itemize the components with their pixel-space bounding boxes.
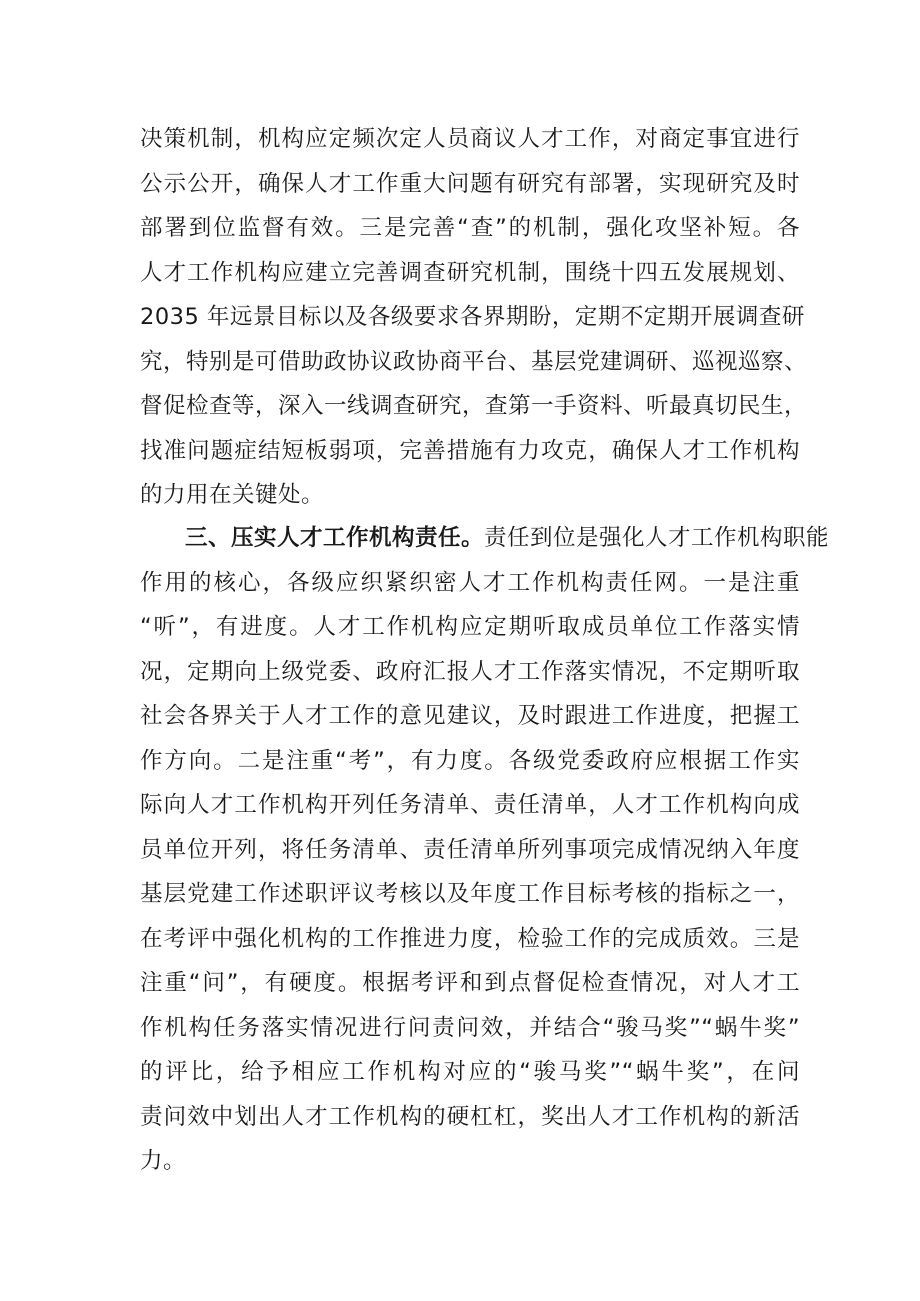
paragraph-2-line: 基层党建工作述职评议考核以及年度工作目标考核的指标之一， [140,881,800,907]
paragraph-2-line: 在考评中强化机构的工作推进力度，检验工作的完成质效。三是 [140,925,800,952]
paragraph-2-line: 作方向。二是注重“考”，有力度。各级党委政府应根据工作实 [140,747,800,774]
paragraph-2-line: 力。 [140,1148,187,1174]
paragraph-1-line: 人才工作机构应建立完善调查研究机制，围绕十四五发展规划、 [140,259,800,286]
paragraph-1-line: 的力用在关键处。 [140,482,325,508]
paragraph-2-line: 注重“问”，有硬度。根据考评和到点督促检查情况，对人才工 [140,970,800,996]
paragraph-2-line: 的评比，给予相应工作机构对应的“骏马奖”“蜗牛奖”，在问 [140,1059,800,1085]
paragraph-1 [140,117,808,518]
paragraph-2-line: 作用的核心，各级应织紧织密人才工作机构责任网。一是注重 [140,569,800,596]
paragraph-2-line: 责问效中划出人才工作机构的硬杠杠，奖出人才工作机构的新活 [140,1103,800,1130]
paragraph-1-line: 究，特别是可借助政协议政协商平台、基层党建调研、巡视巡察、 [140,348,808,375]
section-heading: 三、压实人才工作机构责任。 [185,525,485,551]
paragraph-2-line: 员单位开列，将任务清单、责任清单所列事项完成情况纳入年度 [140,836,800,863]
paragraph-1-line: 2035 年远景目标以及各级要求各界期盼，定期不定期开展调查研 [140,304,805,330]
paragraph-2-line: 况，定期向上级党委、政府汇报人才工作落实情况，不定期听取 [140,658,800,685]
paragraph-2-line: 社会各界关于人才工作的意见建议，及时跟进工作进度，把握工 [140,703,800,729]
paragraph-2-first-line-text: 责任到位是强化人才工作机构职能 [484,525,830,551]
paragraph-2-line: 际向人才工作机构开列任务清单、责任清单，人才工作机构向成 [140,792,800,818]
paragraph-1-line: 督促检查等，深入一线调查研究，查第一手资料、听最真切民生， [140,393,808,419]
paragraph-2-line: “听”，有进度。人才工作机构应定期听取成员单位工作落实情 [140,614,800,640]
paragraph-1-line: 部署到位监督有效。三是完善“查”的机制，强化攻坚补短。各 [140,215,800,241]
paragraph-2-line: 作机构任务落实情况进行问责问效，并结合“骏马奖”“蜗牛奖” [140,1014,800,1041]
paragraph-2-first-line [140,516,830,561]
paragraph-1-line: 公示公开，确保人才工作重大问题有研究有部署，实现研究及时 [140,170,800,197]
paragraph-1-line: 找准问题症结短板弱项，完善措施有力攻克，确保人才工作机构 [140,437,800,464]
paragraph-1-line: 决策机制，机构应定频次定人员商议人才工作，对商定事宜进行 [140,126,800,152]
paragraph-2 [140,516,830,1184]
